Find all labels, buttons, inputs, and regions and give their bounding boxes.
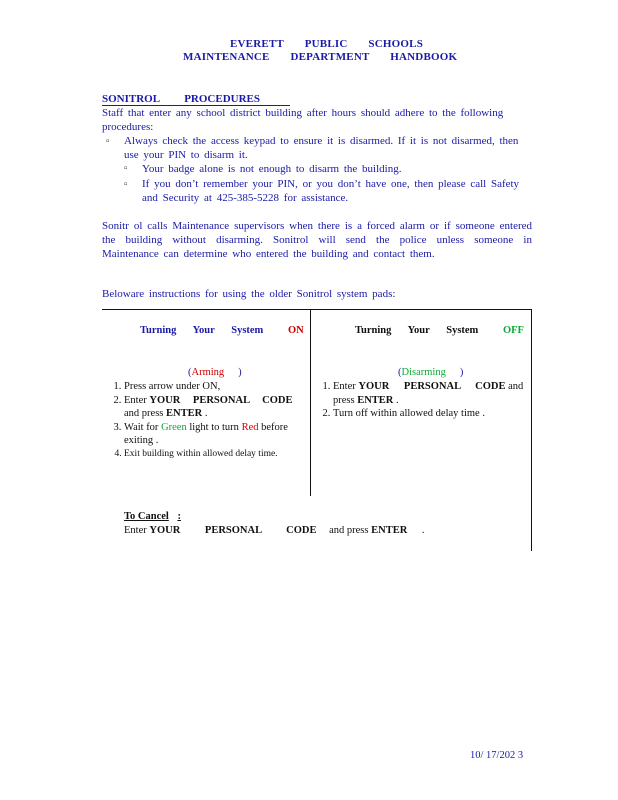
off-subheading	[398, 366, 463, 380]
on-step-2-enter: ENTER	[166, 408, 203, 419]
on-subheading	[188, 366, 242, 380]
bullet-check-keypad: Always check the access keypad to ensure it is disarmed. If it is not disarmed, then use your PIN to disarm it.	[124, 135, 519, 161]
cancel-label	[124, 510, 181, 524]
off-step-1-code: YOUR PERSONAL CODE	[358, 381, 506, 392]
header-line-1: EVERETT PUBLIC SCHOOLS	[230, 38, 424, 50]
instructions-intro: Beloware instructions for using the older Sonitrol system pads:	[102, 288, 396, 300]
table-right-border	[531, 309, 532, 551]
on-step-1-text: Press arrow under ON,	[124, 381, 221, 392]
square-bullet-icon: ▫	[124, 179, 128, 190]
off-step-1-enter: ENTER	[357, 394, 394, 406]
off-step-1-c: and press	[333, 381, 524, 406]
on-step-3-red: Red	[241, 421, 259, 433]
cancel-period: .	[421, 525, 425, 536]
off-heading-word: OFF	[502, 325, 524, 336]
off-heading	[355, 324, 524, 338]
off-steps	[311, 380, 526, 421]
square-bullet-icon: ▫	[106, 136, 110, 147]
cancel-code: YOUR PERSONAL CODE	[149, 525, 317, 536]
sonitrol-calls-paragraph: Sonitr ol calls Maintenance supervisors when there is a forced alarm or if someone entered the building without disarming. Sonitrol will send the police unless someone in Maintenance can determine who entered the building and contact them.	[102, 220, 532, 260]
on-step-2-c: and press	[124, 408, 164, 419]
sub-bullet-badge: Your badge alone is not enough to disarm the building.	[142, 163, 402, 175]
cancel-text-a: Enter	[124, 525, 147, 536]
off-step-2	[333, 407, 526, 421]
square-bullet-icon: ▫	[124, 163, 128, 174]
on-heading	[140, 324, 304, 338]
paren-close: )	[459, 367, 464, 378]
on-step-2-code: YOUR PERSONAL CODE	[149, 394, 293, 406]
sub-bullet-pin: If you don’t remember your PIN, or you don’t have one, then please call Safety and Security at 425-385-5228 for assistance.	[142, 178, 520, 204]
cancel-colon: :	[177, 511, 181, 522]
paren-open: (	[398, 367, 402, 378]
section-title: SONITROL PROCEDURES	[102, 93, 290, 106]
paren-close: )	[238, 367, 242, 378]
off-step-1-a: Enter	[333, 381, 356, 392]
cancel-label-text: To Cancel	[124, 511, 169, 522]
footer-date: 10/ 17/202 3	[470, 750, 524, 761]
off-step-2-text: Turn off within allowed delay time .	[333, 408, 485, 419]
on-step-4-text: Exit building within allowed delay time.	[124, 448, 278, 459]
on-step-2-a: Enter	[124, 394, 147, 406]
intro-paragraph: Staff that enter any school district building after hours should adhere to the following procedures:	[102, 107, 504, 133]
on-steps	[102, 380, 302, 461]
on-step-2: 2. Enter YOUR PERSONAL CODE and press ENTER .	[124, 394, 302, 421]
on-step-3	[124, 421, 302, 448]
on-heading-word: ON	[287, 325, 304, 336]
cancel-instruction	[124, 524, 524, 538]
on-step-3-c: before exiting .	[124, 421, 288, 446]
paren-open: (	[188, 367, 192, 378]
on-step-3-a: Wait for	[124, 421, 159, 433]
on-heading-text: Turning Your System	[140, 325, 264, 336]
table-top-border	[102, 309, 532, 310]
disarming-label: Disarming	[401, 367, 446, 378]
arming-label: Arming	[191, 367, 225, 378]
header-line-2: MAINTENANCE DEPARTMENT HANDBOOK	[183, 51, 458, 63]
cancel-enter: ENTER	[371, 525, 408, 536]
on-step-1	[124, 380, 302, 394]
on-step-3-b: light to turn	[189, 421, 239, 433]
on-step-4	[124, 448, 302, 462]
off-step-1: 1. Enter YOUR PERSONAL CODE and press ENTER .	[333, 380, 526, 407]
off-heading-text: Turning Your System	[355, 325, 479, 336]
on-step-3-green: Green	[161, 421, 187, 433]
cancel-text-c: and press	[329, 525, 369, 536]
